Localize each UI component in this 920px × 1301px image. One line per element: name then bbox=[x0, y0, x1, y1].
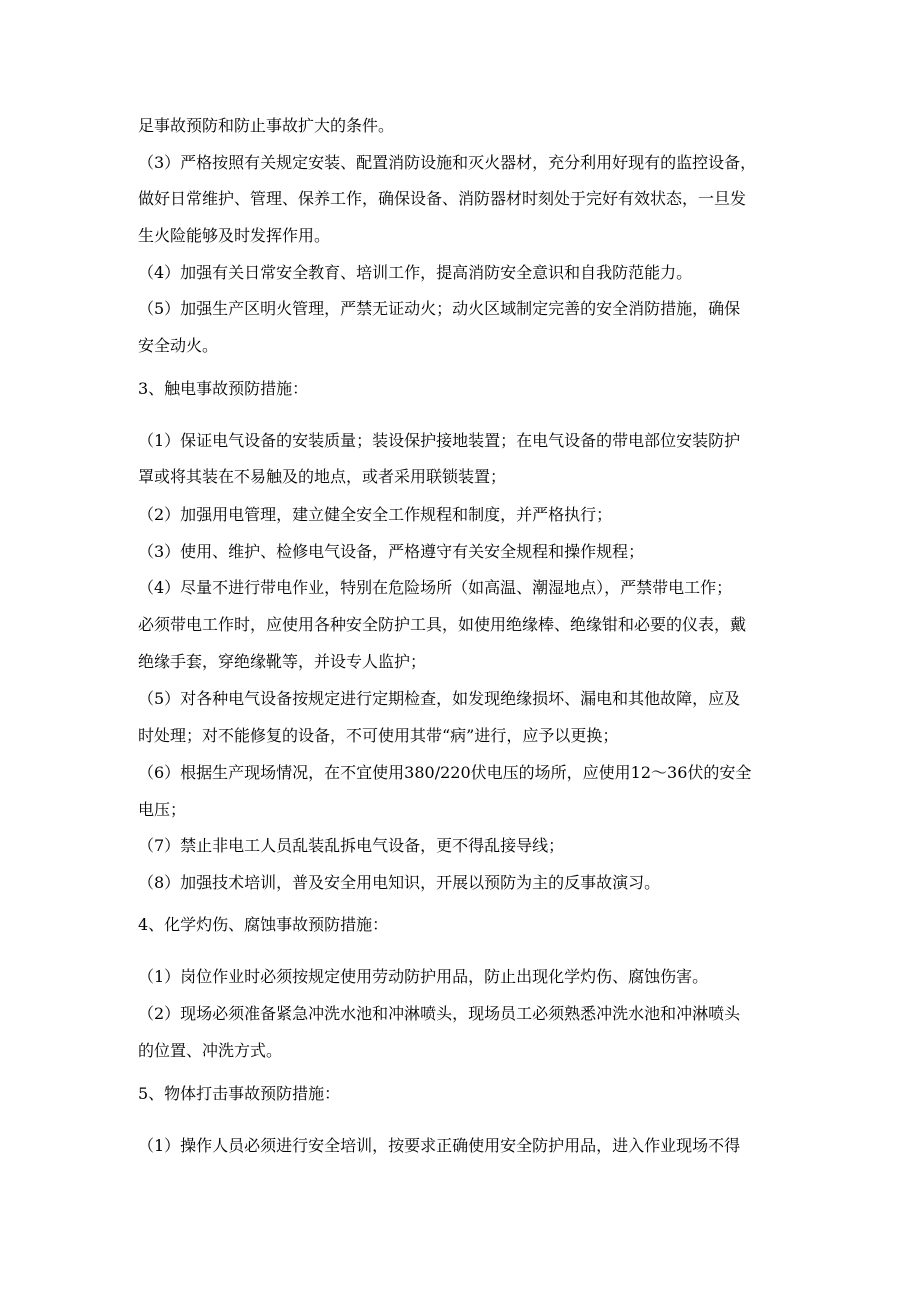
text-line: （4）加强有关日常安全教育、培训工作，提高消防安全意识和自我防范能力。 bbox=[138, 263, 693, 282]
text-line: 安全动火。 bbox=[138, 336, 219, 355]
text-line: 做好日常维护、管理、保养工作，确保设备、消防器材时刻处于完好有效状态，一旦发 bbox=[138, 189, 747, 208]
text-line: 绝缘手套，穿绝缘靴等，并设专人监护； bbox=[138, 652, 427, 671]
text-line: 电压； bbox=[138, 800, 187, 819]
text-line: 的位置、冲洗方式。 bbox=[138, 1041, 283, 1060]
section-heading: 3、触电事故预防措施： bbox=[138, 379, 309, 398]
text-line: （2）现场必须准备紧急冲洗水池和冲淋喷头，现场员工必须熟悉冲洗水池和冲淋喷头 bbox=[138, 1004, 741, 1023]
text-line: （1）操作人员必须进行安全培训，按要求正确使用安全防护用品，进入作业现场不得 bbox=[138, 1136, 741, 1155]
text-line: （4）尽量不进行带电作业，特别在危险场所（如高温、潮湿地点），严禁带电工作； bbox=[138, 578, 733, 597]
text-line: 足事故预防和防止事故扩大的条件。 bbox=[138, 116, 395, 135]
section-heading: 5、物体打击事故预防措施： bbox=[138, 1084, 341, 1103]
text-line: （1）保证电气设备的安装质量；装设保护接地装置；在电气设备的带电部位安装防护 bbox=[138, 431, 741, 450]
section-heading: 4、化学灼伤、腐蚀事故预防措施： bbox=[138, 915, 389, 934]
text-line: （2）加强用电管理，建立健全安全工作规程和制度，并严格执行； bbox=[138, 505, 613, 524]
text-line: （5）对各种电气设备按规定进行定期检查，如发现绝缘损坏、漏电和其他故障，应及 bbox=[138, 689, 741, 708]
text-line: 必须带电工作时，应使用各种安全防护工具，如使用绝缘棒、绝缘钳和必要的仪表，戴 bbox=[138, 615, 747, 634]
text-line: （8）加强技术培训，普及安全用电知识，开展以预防为主的反事故演习。 bbox=[138, 873, 661, 892]
text-line: （3）使用、维护、检修电气设备，严格遵守有关安全规程和操作规程； bbox=[138, 542, 645, 561]
text-line: 生火险能够及时发挥作用。 bbox=[138, 226, 331, 245]
text-line: （6）根据生产现场情况，在不宜使用380/220伏电压的场所，应使用12～36伏的安全 bbox=[138, 763, 752, 782]
text-line: （1）岗位作业时必须按规定使用劳动防护用品，防止出现化学灼伤、腐蚀伤害。 bbox=[138, 967, 709, 986]
text-line: （5）加强生产区明火管理，严禁无证动火；动火区域制定完善的安全消防措施，确保 bbox=[138, 299, 741, 318]
text-line: 罩或将其装在不易触及的地点，或者采用联锁装置； bbox=[138, 467, 507, 486]
text-line: （3）严格按照有关规定安装、配置消防设施和灭火器材，充分利用好现有的监控设备， bbox=[138, 153, 757, 172]
text-line: （7）禁止非电工人员乱装乱拆电气设备，更不得乱接导线； bbox=[138, 836, 565, 855]
text-line: 时处理；对不能修复的设备，不可使用其带“病”进行，应予以更换； bbox=[138, 726, 619, 745]
